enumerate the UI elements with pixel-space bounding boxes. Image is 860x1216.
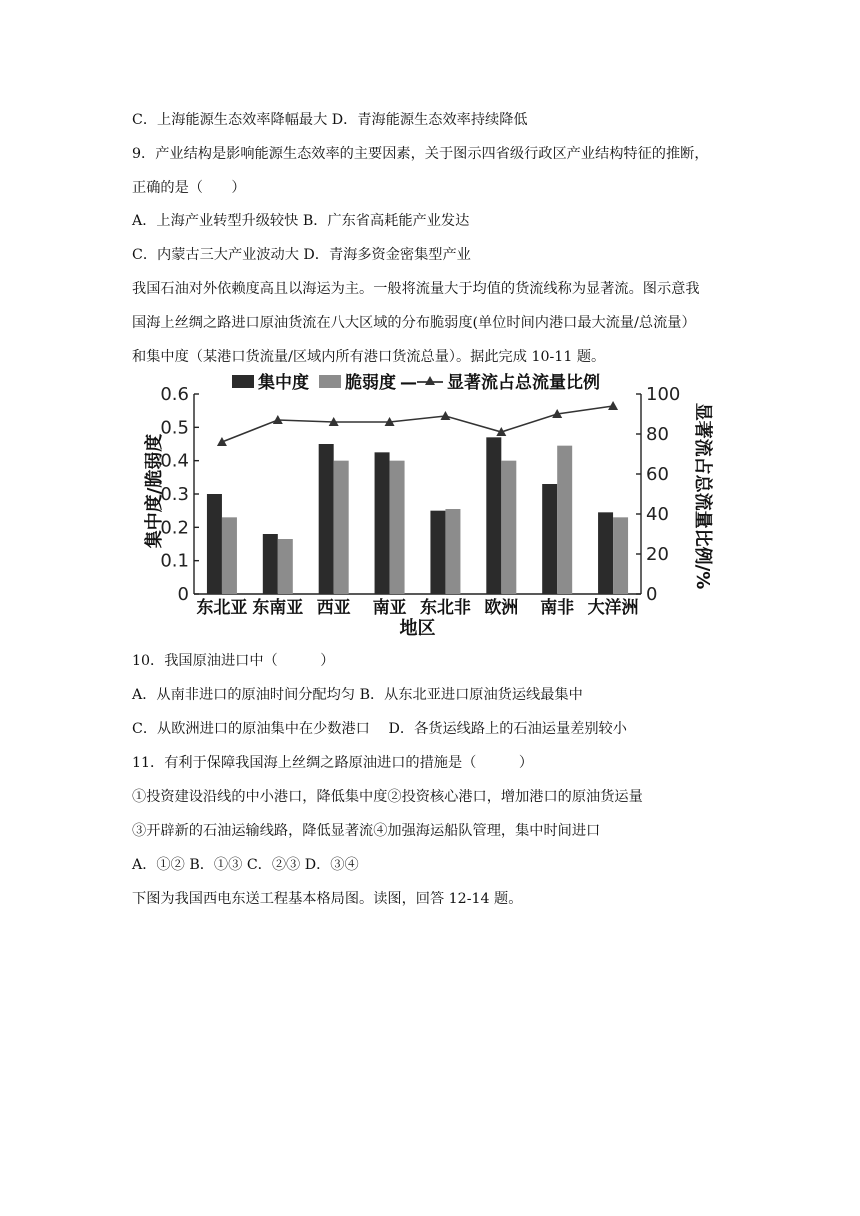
x-tick-label: 西亚 <box>316 598 351 618</box>
legend-separator: — <box>400 373 417 393</box>
legend-swatch-concentration <box>232 375 254 388</box>
right-y-tick-label: 40 <box>646 504 669 525</box>
legend-label-concentration: 集中度 <box>258 373 309 393</box>
left-y-tick-label: 0.2 <box>160 517 189 539</box>
x-tick-label: 东南亚 <box>252 598 304 618</box>
question-11-statements-3-4: ③开辟新的石油运输线路，降低显著流④加强海运船队管理，集中时间进口 <box>132 823 601 839</box>
question-11-answers: A．①② B．①③ C．②③ D．③④ <box>132 857 359 873</box>
significant-flow-point <box>608 401 618 410</box>
question-11-statements-1-2: ①投资建设沿线的中小港口，降低集中度②投资核心港口，增加港口的原油货运量 <box>132 789 643 805</box>
bar-vulnerability <box>613 517 628 594</box>
x-tick-label: 东北非 <box>419 598 471 618</box>
significant-flow-point <box>440 411 450 420</box>
right-y-tick-label: 0 <box>646 584 658 605</box>
passage-intro-line-2: 国海上丝绸之路进口原油货流在八大区域的分布脆弱度(单位时间内港口最大流量/总流量） <box>132 315 696 331</box>
legend-label-significant-flow: 显著流占总流量比例 <box>447 373 600 393</box>
x-tick-label: 欧洲 <box>484 598 519 618</box>
left-y-tick-label: 0.4 <box>160 450 189 472</box>
question-9-stem-line-2: 正确的是（ ） <box>132 180 246 196</box>
legend-triangle-marker <box>425 376 435 385</box>
bar-vulnerability <box>334 461 349 594</box>
right-y-tick-label: 80 <box>646 424 669 445</box>
bar-concentration <box>486 437 501 594</box>
question-8-options-c-d: C．上海能源生态效率降幅最大 D．青海能源生态效率持续降低 <box>132 112 528 128</box>
question-11-stem: 11．有利于保障我国海上丝绸之路原油进口的措施是（ ） <box>132 755 534 771</box>
x-axis-label: 地区 <box>399 618 436 639</box>
left-y-tick-label: 0.6 <box>160 384 189 405</box>
question-10-stem: 10．我国原油进口中（ ） <box>132 653 335 669</box>
bar-concentration <box>207 494 222 594</box>
bar-vulnerability <box>222 517 237 594</box>
question-9-options-a-b: A．上海产业转型升级较快 B．广东省高耗能产业发达 <box>132 213 470 229</box>
x-tick-label: 大洋洲 <box>587 598 639 618</box>
question-9-options-c-d: C．内蒙古三大产业波动大 D．青海多资金密集型产业 <box>132 247 471 263</box>
question-10-options-a-b: A．从南非进口的原油时间分配均匀 B．从东北亚进口原油货运线最集中 <box>132 687 583 703</box>
bar-vulnerability <box>445 509 460 594</box>
bar-vulnerability <box>278 539 293 594</box>
next-passage-intro: 下图为我国西电东送工程基本格局图。读图，回答 12-14 题。 <box>132 891 523 907</box>
legend-swatch-vulnerability <box>319 375 341 388</box>
bar-concentration <box>430 511 445 594</box>
right-y-axis-label: 显著流占总流量比例/% <box>692 402 713 590</box>
question-10-options-c-d: C．从欧洲进口的原油集中在少数港口 D．各货运线路上的石油运量差别较小 <box>132 721 627 737</box>
left-y-tick-label: 0.5 <box>160 417 189 439</box>
bar-concentration <box>375 452 390 594</box>
passage-intro-line-3: 和集中度（某港口货流量/区域内所有港口货流总量）。据此完成 10-11 题。 <box>132 349 606 365</box>
right-y-tick-label: 60 <box>646 464 669 485</box>
significant-flow-point <box>217 437 227 446</box>
bar-concentration <box>598 512 613 594</box>
bar-vulnerability <box>501 461 516 594</box>
legend-label-vulnerability: 脆弱度 <box>345 373 396 393</box>
bar-vulnerability <box>390 461 405 594</box>
left-y-axis-label: 集中度/脆弱度 <box>144 433 165 549</box>
bar-concentration <box>319 444 334 594</box>
x-tick-label: 东北亚 <box>196 598 248 618</box>
left-y-tick-label: 0 <box>177 584 189 605</box>
right-y-tick-label: 100 <box>646 384 681 405</box>
question-9-stem-line-1: 9．产业结构是影响能源生态效率的主要因素，关于图示四省级行政区产业结构特征的推断， <box>132 146 709 162</box>
left-y-tick-label: 0.1 <box>160 550 189 572</box>
bar-vulnerability <box>557 446 572 594</box>
x-tick-label: 南亚 <box>372 598 407 618</box>
bar-concentration <box>263 534 278 594</box>
bar-concentration <box>542 484 557 594</box>
x-tick-label: 南非 <box>540 598 575 618</box>
left-y-tick-label: 0.3 <box>160 484 189 505</box>
passage-intro-line-1: 我国石油对外依赖度高且以海运为主。一般将流量大于均值的货流线称为显著流。图示意我 <box>132 281 700 297</box>
right-y-tick-label: 20 <box>646 544 669 565</box>
